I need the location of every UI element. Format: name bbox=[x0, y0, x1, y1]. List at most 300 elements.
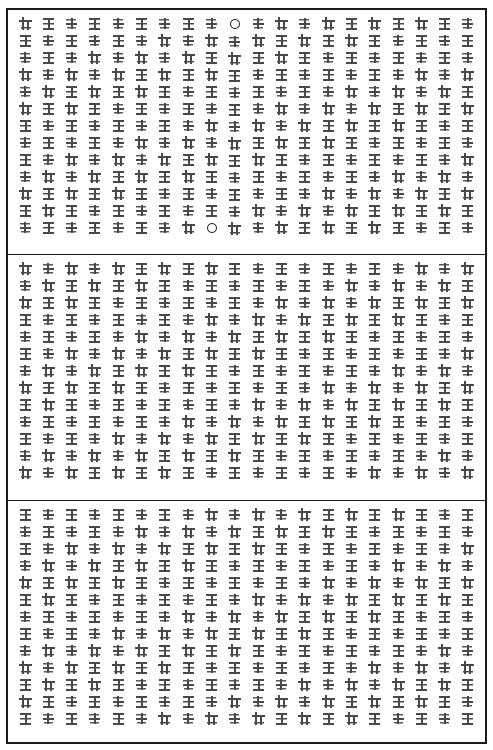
text-column bbox=[226, 507, 244, 736]
character-glyph bbox=[64, 643, 79, 658]
character-glyph bbox=[181, 431, 196, 446]
character-glyph bbox=[227, 85, 242, 100]
character-glyph bbox=[111, 118, 126, 133]
character-glyph bbox=[41, 626, 56, 641]
character-glyph bbox=[41, 220, 56, 235]
character-glyph bbox=[274, 397, 289, 412]
character-glyph bbox=[134, 541, 149, 556]
character-glyph bbox=[297, 278, 312, 293]
character-glyph bbox=[181, 67, 196, 82]
character-glyph bbox=[460, 203, 475, 218]
character-glyph bbox=[41, 465, 56, 480]
character-glyph bbox=[460, 67, 475, 82]
character-glyph bbox=[111, 448, 126, 463]
character-glyph bbox=[437, 694, 452, 709]
character-glyph bbox=[437, 312, 452, 327]
text-column bbox=[86, 16, 104, 248]
character-glyph bbox=[157, 50, 172, 65]
character-glyph bbox=[460, 101, 475, 116]
character-glyph bbox=[87, 558, 102, 573]
character-glyph bbox=[437, 118, 452, 133]
character-glyph bbox=[87, 431, 102, 446]
character-glyph bbox=[321, 643, 336, 658]
text-column bbox=[366, 16, 384, 248]
character-glyph bbox=[460, 261, 475, 276]
character-glyph bbox=[460, 507, 475, 522]
character-glyph bbox=[367, 50, 382, 65]
character-glyph bbox=[227, 278, 242, 293]
character-glyph bbox=[64, 711, 79, 726]
character-glyph bbox=[181, 448, 196, 463]
character-glyph bbox=[274, 609, 289, 624]
character-glyph bbox=[414, 507, 429, 522]
character-glyph bbox=[18, 67, 33, 82]
character-glyph bbox=[157, 261, 172, 276]
character-glyph bbox=[414, 575, 429, 590]
character-glyph bbox=[87, 261, 102, 276]
text-column bbox=[249, 261, 267, 494]
character-glyph bbox=[157, 84, 172, 99]
character-glyph bbox=[274, 414, 289, 429]
character-glyph bbox=[251, 16, 266, 31]
character-glyph bbox=[41, 448, 56, 463]
character-glyph bbox=[391, 431, 406, 446]
character-glyph bbox=[460, 278, 475, 293]
character-glyph bbox=[18, 431, 33, 446]
character-glyph bbox=[87, 50, 102, 65]
character-glyph bbox=[274, 465, 289, 480]
character-glyph bbox=[111, 220, 126, 235]
text-column bbox=[179, 261, 197, 494]
character-glyph bbox=[391, 135, 406, 150]
text-column bbox=[342, 261, 360, 494]
text-column bbox=[389, 507, 407, 736]
text-column bbox=[226, 261, 244, 494]
character-glyph bbox=[134, 220, 149, 235]
character-glyph bbox=[414, 541, 429, 556]
character-glyph bbox=[297, 507, 312, 522]
character-glyph bbox=[274, 626, 289, 641]
character-glyph bbox=[251, 135, 266, 150]
character-glyph bbox=[204, 660, 219, 675]
character-glyph bbox=[321, 186, 336, 201]
column-group-upper bbox=[16, 16, 477, 248]
character-glyph bbox=[41, 186, 56, 201]
character-glyph bbox=[157, 312, 172, 327]
character-glyph bbox=[297, 169, 312, 184]
character-glyph bbox=[134, 609, 149, 624]
character-glyph bbox=[157, 101, 172, 116]
character-glyph bbox=[367, 16, 382, 31]
character-glyph bbox=[157, 541, 172, 556]
character-glyph bbox=[297, 84, 312, 99]
character-glyph bbox=[204, 135, 219, 150]
character-glyph bbox=[414, 186, 429, 201]
character-glyph bbox=[414, 312, 429, 327]
character-glyph bbox=[344, 541, 359, 556]
character-glyph bbox=[391, 329, 406, 344]
character-glyph bbox=[111, 50, 126, 65]
character-glyph bbox=[181, 575, 196, 590]
character-glyph bbox=[297, 135, 312, 150]
character-glyph bbox=[321, 67, 336, 82]
character-glyph bbox=[87, 203, 102, 218]
character-glyph bbox=[18, 575, 33, 590]
character-glyph bbox=[111, 152, 126, 167]
character-glyph bbox=[134, 575, 149, 590]
character-glyph bbox=[18, 677, 33, 692]
character-glyph bbox=[111, 643, 126, 658]
character-glyph bbox=[18, 329, 33, 344]
character-glyph bbox=[460, 33, 475, 48]
character-glyph bbox=[414, 33, 429, 48]
character-glyph bbox=[157, 186, 172, 201]
character-glyph bbox=[321, 507, 336, 522]
character-glyph bbox=[111, 414, 126, 429]
character-glyph bbox=[344, 397, 359, 412]
character-glyph bbox=[204, 50, 219, 65]
character-glyph bbox=[460, 643, 475, 658]
character-glyph bbox=[437, 329, 452, 344]
character-glyph bbox=[204, 186, 219, 201]
character-glyph bbox=[344, 135, 359, 150]
character-glyph bbox=[297, 448, 312, 463]
character-glyph bbox=[344, 295, 359, 310]
character-glyph bbox=[344, 448, 359, 463]
text-band-upper bbox=[8, 10, 485, 254]
character-glyph bbox=[227, 414, 242, 429]
character-glyph bbox=[460, 186, 475, 201]
character-glyph bbox=[87, 677, 102, 692]
character-glyph bbox=[460, 609, 475, 624]
character-glyph bbox=[64, 448, 79, 463]
character-glyph bbox=[87, 592, 102, 607]
character-glyph bbox=[321, 152, 336, 167]
character-glyph bbox=[134, 203, 149, 218]
character-glyph bbox=[460, 312, 475, 327]
character-glyph bbox=[391, 346, 406, 361]
character-glyph bbox=[227, 626, 242, 641]
character-glyph bbox=[274, 203, 289, 218]
character-glyph bbox=[367, 101, 382, 116]
text-column bbox=[39, 261, 57, 494]
character-glyph bbox=[274, 50, 289, 65]
text-column bbox=[459, 16, 477, 248]
character-glyph bbox=[414, 261, 429, 276]
character-glyph bbox=[297, 626, 312, 641]
character-glyph bbox=[204, 448, 219, 463]
text-column bbox=[16, 507, 34, 736]
character-glyph bbox=[181, 278, 196, 293]
character-glyph bbox=[460, 711, 475, 726]
text-column bbox=[436, 261, 454, 494]
character-glyph bbox=[391, 643, 406, 658]
character-glyph bbox=[227, 677, 242, 692]
character-glyph bbox=[391, 524, 406, 539]
character-glyph bbox=[157, 152, 172, 167]
character-glyph bbox=[274, 118, 289, 133]
character-glyph bbox=[274, 346, 289, 361]
character-glyph bbox=[344, 33, 359, 48]
character-glyph bbox=[414, 380, 429, 395]
character-glyph bbox=[391, 694, 406, 709]
character-glyph bbox=[227, 643, 242, 658]
character-glyph bbox=[321, 592, 336, 607]
character-glyph bbox=[157, 363, 172, 378]
character-glyph bbox=[367, 186, 382, 201]
character-glyph bbox=[64, 397, 79, 412]
character-glyph bbox=[437, 626, 452, 641]
character-glyph bbox=[41, 414, 56, 429]
character-glyph bbox=[204, 711, 219, 726]
text-column bbox=[459, 261, 477, 494]
character-glyph bbox=[414, 278, 429, 293]
character-glyph bbox=[227, 102, 242, 117]
character-glyph bbox=[391, 101, 406, 116]
character-glyph bbox=[460, 50, 475, 65]
character-glyph bbox=[204, 558, 219, 573]
text-column bbox=[86, 507, 104, 736]
character-glyph bbox=[414, 346, 429, 361]
character-glyph bbox=[391, 203, 406, 218]
character-glyph bbox=[414, 626, 429, 641]
character-glyph bbox=[64, 329, 79, 344]
character-glyph bbox=[204, 431, 219, 446]
character-glyph bbox=[391, 397, 406, 412]
text-column bbox=[133, 507, 151, 736]
character-glyph bbox=[367, 220, 382, 235]
character-glyph bbox=[157, 677, 172, 692]
character-glyph bbox=[274, 312, 289, 327]
character-glyph bbox=[134, 16, 149, 31]
character-glyph bbox=[414, 431, 429, 446]
text-column bbox=[366, 507, 384, 736]
character-glyph bbox=[251, 346, 266, 361]
character-glyph bbox=[41, 609, 56, 624]
character-glyph bbox=[181, 152, 196, 167]
character-glyph bbox=[227, 609, 242, 624]
text-column bbox=[203, 16, 221, 248]
character-glyph bbox=[297, 677, 312, 692]
character-glyph bbox=[391, 152, 406, 167]
character-glyph bbox=[251, 33, 266, 48]
character-glyph bbox=[414, 524, 429, 539]
character-glyph bbox=[64, 118, 79, 133]
character-glyph bbox=[367, 203, 382, 218]
character-glyph bbox=[274, 677, 289, 692]
text-column bbox=[156, 261, 174, 494]
character-glyph bbox=[251, 363, 266, 378]
character-glyph bbox=[181, 33, 196, 48]
character-glyph bbox=[367, 609, 382, 624]
character-glyph bbox=[344, 203, 359, 218]
character-glyph bbox=[251, 220, 266, 235]
character-glyph bbox=[344, 626, 359, 641]
character-glyph bbox=[41, 278, 56, 293]
character-glyph bbox=[297, 312, 312, 327]
character-glyph bbox=[204, 575, 219, 590]
character-glyph bbox=[460, 465, 475, 480]
character-glyph bbox=[414, 101, 429, 116]
text-column bbox=[16, 261, 34, 494]
character-glyph bbox=[297, 609, 312, 624]
character-glyph bbox=[181, 169, 196, 184]
character-glyph bbox=[251, 431, 266, 446]
character-glyph bbox=[18, 592, 33, 607]
character-glyph bbox=[134, 558, 149, 573]
character-glyph bbox=[297, 363, 312, 378]
character-glyph bbox=[251, 295, 266, 310]
character-glyph bbox=[274, 524, 289, 539]
character-glyph bbox=[204, 329, 219, 344]
character-glyph bbox=[227, 34, 242, 49]
text-column bbox=[436, 16, 454, 248]
character-glyph bbox=[227, 136, 242, 151]
character-glyph bbox=[391, 84, 406, 99]
character-glyph bbox=[367, 558, 382, 573]
character-glyph bbox=[227, 465, 242, 480]
character-glyph bbox=[227, 363, 242, 378]
character-glyph bbox=[437, 643, 452, 658]
character-glyph bbox=[414, 152, 429, 167]
character-glyph bbox=[181, 626, 196, 641]
character-glyph bbox=[64, 363, 79, 378]
character-glyph bbox=[460, 346, 475, 361]
character-glyph bbox=[391, 220, 406, 235]
text-column bbox=[86, 261, 104, 494]
character-glyph bbox=[297, 431, 312, 446]
character-glyph bbox=[460, 397, 475, 412]
character-glyph bbox=[297, 643, 312, 658]
character-glyph bbox=[391, 380, 406, 395]
text-column bbox=[272, 261, 290, 494]
character-glyph bbox=[181, 465, 196, 480]
character-glyph bbox=[41, 135, 56, 150]
character-glyph bbox=[18, 524, 33, 539]
character-glyph bbox=[391, 186, 406, 201]
character-glyph bbox=[344, 67, 359, 82]
character-glyph bbox=[181, 261, 196, 276]
text-column bbox=[389, 261, 407, 494]
character-glyph bbox=[18, 397, 33, 412]
character-glyph bbox=[204, 694, 219, 709]
character-glyph bbox=[437, 558, 452, 573]
character-glyph bbox=[157, 592, 172, 607]
character-glyph bbox=[344, 660, 359, 675]
character-glyph bbox=[391, 448, 406, 463]
character-glyph bbox=[181, 397, 196, 412]
character-glyph bbox=[414, 67, 429, 82]
character-glyph bbox=[414, 677, 429, 692]
character-glyph bbox=[204, 16, 219, 31]
character-glyph bbox=[204, 261, 219, 276]
character-glyph bbox=[251, 711, 266, 726]
character-glyph bbox=[111, 677, 126, 692]
character-glyph bbox=[204, 643, 219, 658]
character-glyph bbox=[204, 626, 219, 641]
character-glyph bbox=[321, 84, 336, 99]
character-glyph bbox=[274, 220, 289, 235]
character-glyph bbox=[367, 135, 382, 150]
character-glyph bbox=[344, 524, 359, 539]
character-glyph bbox=[64, 431, 79, 446]
character-glyph bbox=[181, 203, 196, 218]
character-glyph bbox=[41, 16, 56, 31]
character-glyph bbox=[18, 203, 33, 218]
character-glyph bbox=[297, 329, 312, 344]
character-glyph bbox=[460, 575, 475, 590]
character-glyph bbox=[18, 16, 33, 31]
character-glyph bbox=[251, 558, 266, 573]
text-column bbox=[16, 16, 34, 248]
character-glyph bbox=[157, 711, 172, 726]
character-glyph bbox=[18, 295, 33, 310]
character-glyph bbox=[64, 278, 79, 293]
character-glyph bbox=[157, 346, 172, 361]
character-glyph bbox=[437, 186, 452, 201]
character-glyph bbox=[251, 677, 266, 692]
character-glyph bbox=[134, 346, 149, 361]
column-group-lower bbox=[16, 507, 477, 736]
character-glyph bbox=[344, 346, 359, 361]
character-glyph bbox=[274, 431, 289, 446]
character-glyph bbox=[18, 660, 33, 675]
character-glyph bbox=[204, 465, 219, 480]
character-glyph bbox=[274, 261, 289, 276]
character-glyph bbox=[18, 135, 33, 150]
character-glyph bbox=[181, 118, 196, 133]
character-glyph bbox=[41, 67, 56, 82]
character-glyph bbox=[157, 448, 172, 463]
character-glyph bbox=[111, 312, 126, 327]
character-glyph bbox=[227, 507, 242, 522]
character-glyph bbox=[367, 694, 382, 709]
character-glyph bbox=[297, 541, 312, 556]
character-glyph bbox=[134, 329, 149, 344]
character-glyph bbox=[274, 575, 289, 590]
character-glyph bbox=[64, 346, 79, 361]
character-glyph bbox=[41, 84, 56, 99]
character-glyph bbox=[134, 431, 149, 446]
character-glyph bbox=[157, 431, 172, 446]
character-glyph bbox=[274, 507, 289, 522]
character-glyph bbox=[64, 694, 79, 709]
character-glyph bbox=[414, 592, 429, 607]
text-band-lower bbox=[8, 500, 485, 742]
character-glyph bbox=[367, 329, 382, 344]
character-glyph bbox=[297, 16, 312, 31]
character-glyph bbox=[41, 660, 56, 675]
character-glyph bbox=[18, 101, 33, 116]
character-glyph bbox=[460, 524, 475, 539]
character-glyph bbox=[227, 541, 242, 556]
character-glyph bbox=[41, 711, 56, 726]
character-glyph bbox=[321, 33, 336, 48]
character-glyph bbox=[18, 380, 33, 395]
character-glyph bbox=[274, 380, 289, 395]
character-glyph bbox=[344, 312, 359, 327]
character-glyph bbox=[274, 643, 289, 658]
character-glyph bbox=[321, 677, 336, 692]
character-glyph bbox=[321, 346, 336, 361]
character-glyph bbox=[344, 169, 359, 184]
character-glyph bbox=[157, 414, 172, 429]
text-column bbox=[412, 261, 430, 494]
character-glyph bbox=[157, 278, 172, 293]
character-glyph bbox=[251, 592, 266, 607]
character-glyph bbox=[414, 16, 429, 31]
character-glyph bbox=[274, 186, 289, 201]
